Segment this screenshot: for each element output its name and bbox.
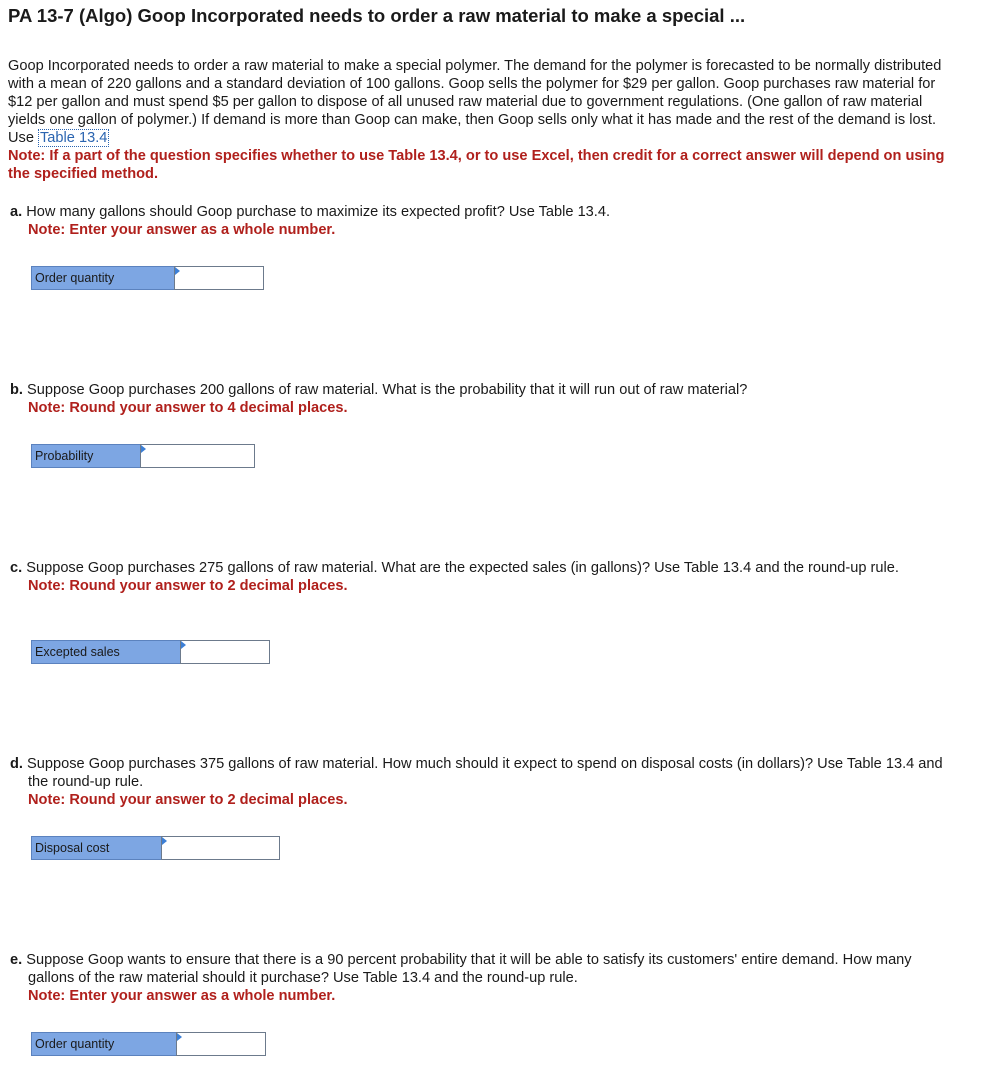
expected-sales-input[interactable] [180,640,270,664]
question-b [10,381,960,417]
answer-label: Excepted sales [31,640,180,664]
question-text: Suppose Goop purchases 275 gallons of raw material. What are the expected sales (in gallons)? Use Table 13.4 and the round-up rule. [26,560,899,576]
question-c [10,559,960,595]
disposal-cost-input[interactable] [161,836,280,860]
question-note: Note: Round your answer to 4 decimal places. [28,400,348,416]
intro-text: Goop Incorporated needs to order a raw material to make a special polymer. The demand for the polymer is forecasted to be normally distributed with a mean of 220 gallons and a standard deviation of 100 gallons. Goop sells the polymer for $29 per gallon. Goop purchases raw material for $12 per gallon and must spend $5 per gallon to dispose of all unused raw material due to government regulations. (One gallon of raw material yields one gallon of polymer.) If demand is more than Goop can make, then Goop sells only what it has made and the rest of the demand is lost. Use [8,58,942,146]
question-note: Note: Enter your answer as a whole number. [28,988,336,1004]
question-text: How many gallons should Goop purchase to maximize its expected profit? Use Table 13.4. [26,204,611,220]
probability-input[interactable] [140,444,255,468]
question-text: Suppose Goop purchases 200 gallons of raw material. What is the probability that it will run out of raw material? [27,382,748,398]
question-note: Note: Round your answer to 2 decimal places. [28,792,348,808]
intro-note: Note: If a part of the question specifies whether to use Table 13.4, or to use Excel, then credit for a correct answer will depend on using the specified method. [8,148,945,182]
answer-label: Order quantity [31,266,174,290]
question-letter: d. [10,756,23,772]
question-d [10,755,960,809]
problem-intro [8,57,958,183]
answer-row-a [31,266,264,290]
answer-row-c [31,640,270,664]
question-text: Suppose Goop purchases 375 gallons of raw material. How much should it expect to spend on disposal costs (in dollars)? Use Table 13.4 and the round-up rule. [27,756,943,790]
answer-row-e [31,1032,266,1056]
order-quantity-input[interactable] [176,1032,266,1056]
question-text: Suppose Goop wants to ensure that there is a 90 percent probability that it will be able to satisfy its customers' entire demand. How many gallons of the raw material should it purchase? Use Table 13.4 and the round-up rule. [26,952,912,986]
question-letter: b. [10,382,23,398]
page-title: PA 13-7 (Algo) Goop Incorporated needs to order a raw material to make a special ... [8,5,746,26]
question-e [10,951,960,1005]
question-letter: e. [10,952,23,968]
question-a [10,203,960,239]
answer-row-d [31,836,280,860]
answer-label: Probability [31,444,140,468]
question-letter: a. [10,204,23,220]
table-link[interactable]: Table 13.4 [40,130,108,146]
order-quantity-input[interactable] [174,266,264,290]
answer-label: Disposal cost [31,836,161,860]
answer-row-b [31,444,255,468]
question-note: Note: Round your answer to 2 decimal places. [28,578,348,594]
answer-label: Order quantity [31,1032,176,1056]
question-note: Note: Enter your answer as a whole number. [28,222,336,238]
question-letter: c. [10,560,23,576]
